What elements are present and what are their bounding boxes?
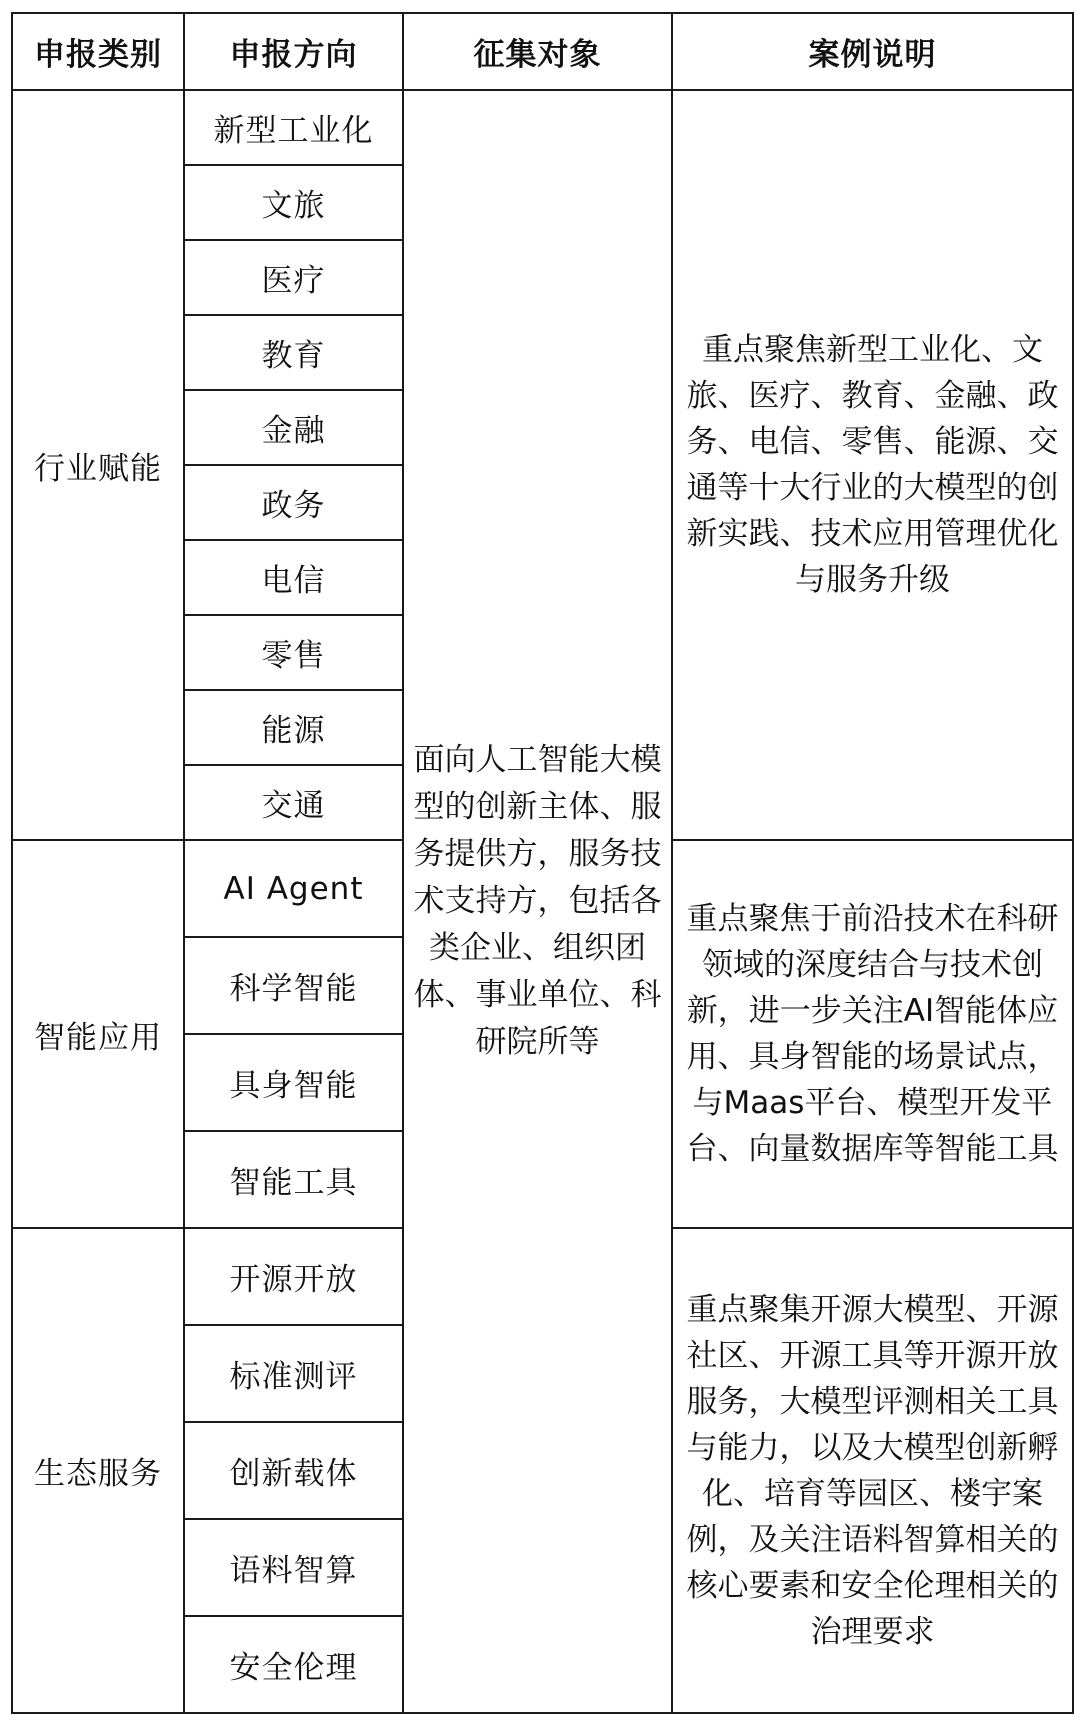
- description-cell: [672, 90, 1073, 840]
- direction-cell: 零售: [184, 615, 403, 690]
- direction-cell: 教育: [184, 315, 403, 390]
- direction-cell: 新型工业化: [184, 90, 403, 165]
- direction-cell: 安全伦理: [184, 1616, 403, 1713]
- direction-cell: 文旅: [184, 165, 403, 240]
- direction-cell: 具身智能: [184, 1034, 403, 1131]
- direction-cell: 交通: [184, 765, 403, 840]
- target-cell: [403, 90, 672, 1713]
- description-text: 重点聚焦于前沿技术在科研领域的深度结合与技术创新，进一步关注AI智能体应用、具身智能的场景试点，与Maas平台、模型开发平台、向量数据库等智能工具: [686, 901, 1059, 1167]
- table-row: [12, 90, 1073, 165]
- direction-cell: 医疗: [184, 240, 403, 315]
- header-category: 申报类别: [12, 13, 184, 90]
- description-cell: [672, 1228, 1073, 1713]
- description-cell: [672, 840, 1073, 1228]
- direction-cell: 电信: [184, 540, 403, 615]
- direction-cell: 金融: [184, 390, 403, 465]
- header-row: [12, 13, 1073, 90]
- header-description: 案例说明: [672, 13, 1073, 90]
- header-target: 征集对象: [403, 13, 672, 90]
- direction-cell: 标准测评: [184, 1325, 403, 1422]
- direction-cell: 创新载体: [184, 1422, 403, 1519]
- header-direction: 申报方向: [184, 13, 403, 90]
- category-cell: 行业赋能: [12, 90, 184, 840]
- direction-cell: 科学智能: [184, 937, 403, 1034]
- application-table: [11, 12, 1074, 1714]
- direction-cell: 政务: [184, 465, 403, 540]
- description-text: 重点聚焦新型工业化、文旅、医疗、教育、金融、政务、电信、零售、能源、交通等十大行业的大模型的创新实践、技术应用管理优化与服务升级: [686, 332, 1059, 598]
- category-cell: 生态服务: [12, 1228, 184, 1713]
- category-cell: 智能应用: [12, 840, 184, 1228]
- direction-cell: 能源: [184, 690, 403, 765]
- direction-cell: AI Agent: [184, 840, 403, 937]
- direction-cell: 开源开放: [184, 1228, 403, 1325]
- description-text: 重点聚集开源大模型、开源社区、开源工具等开源开放服务，大模型评测相关工具与能力，以及大模型创新孵化、培育等园区、楼宇案例，及关注语料智算相关的核心要素和安全伦理相关的治理要求: [686, 1291, 1059, 1650]
- target-text: 面向人工智能大模型的创新主体、服务提供方，服务技术支持方，包括各类企业、组织团体、事业单位、科研院所等: [413, 742, 662, 1060]
- direction-cell: 语料智算: [184, 1519, 403, 1616]
- direction-cell: 智能工具: [184, 1131, 403, 1228]
